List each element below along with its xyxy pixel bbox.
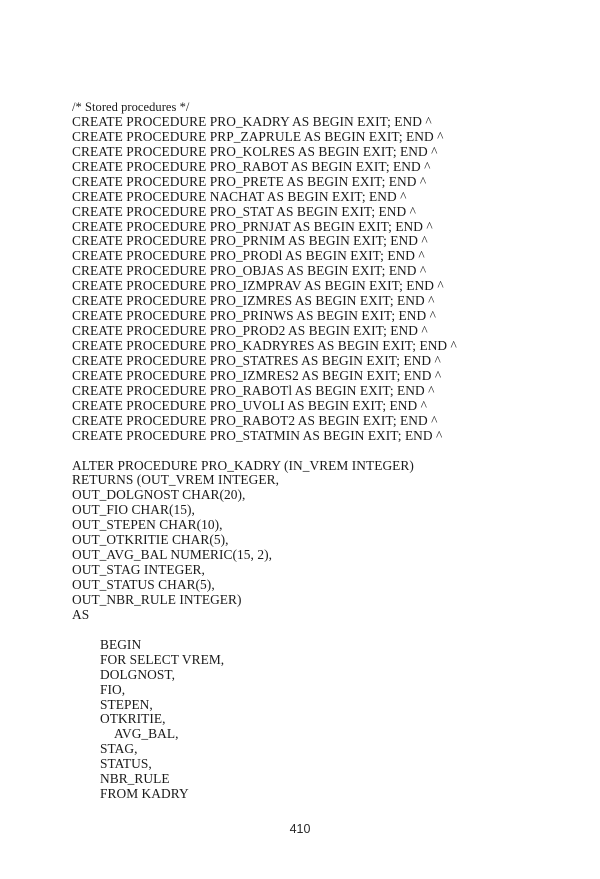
code-line: CREATE PROCEDURE PRO_STATMIN AS BEGIN EXIT; END ^ [72,427,443,443]
code-line: ALTER PROCEDURE PRO_KADRY (IN_VREM INTEGER) [72,457,414,473]
code-line: OUT_DOLGNOST CHAR(20), [72,487,246,503]
code-line: OUT_NBR_RULE INTEGER) [72,591,242,607]
code-line: OUT_STEPEN CHAR(10), [72,517,223,533]
code-line: CREATE PROCEDURE NACHAT AS BEGIN EXIT; END ^ [72,188,407,204]
code-line: CREATE PROCEDURE PRO_KADRY AS BEGIN EXIT; END ^ [72,113,432,129]
code-line: OUT_AVG_BAL NUMERIC(15, 2), [72,547,272,563]
alter-procedure-block [72,459,572,623]
code-line: CREATE PROCEDURE PRO_UVOLI AS BEGIN EXIT; END ^ [72,397,427,413]
code-listing [72,100,572,802]
code-line: NBR_RULE [100,771,170,787]
code-line: OUT_FIO CHAR(15), [72,502,195,518]
code-line: CREATE PROCEDURE PRP_ZAPRULE AS BEGIN EXIT; END ^ [72,128,444,144]
blank-line [72,444,572,459]
code-line: STEPEN, [100,696,153,712]
code-line: CREATE PROCEDURE PRO_PRODl AS BEGIN EXIT; END ^ [72,248,425,264]
code-line: CREATE PROCEDURE PRO_PROD2 AS BEGIN EXIT; END ^ [72,323,428,339]
code-line: FOR SELECT VREM, [100,651,225,667]
code-line: CREATE PROCEDURE PRO_PRINWS AS BEGIN EXIT; END ^ [72,308,436,324]
code-line: CREATE PROCEDURE PRO_STATRES AS BEGIN EXIT; END ^ [72,352,441,368]
code-line: DOLGNOST, [100,666,175,682]
code-line: RETURNS (OUT_VREM INTEGER, [72,472,279,488]
code-line: OUT_STAG INTEGER, [72,562,205,578]
code-line: FIO, [100,681,126,697]
code-line: OUT_OTKRITIE CHAR(5), [72,532,229,548]
code-line: AS [72,606,90,622]
code-line: FROM KADRY [100,786,189,802]
procedure-body-block [72,638,572,802]
code-line: CREATE PROCEDURE PRO_RABOT AS BEGIN EXIT; END ^ [72,158,431,174]
code-line: CREATE PROCEDURE PRO_STAT AS BEGIN EXIT; END ^ [72,203,416,219]
code-line: OTKRITIE, [100,711,166,727]
code-line: CREATE PROCEDURE PRO_OBJAS AS BEGIN EXIT; END ^ [72,263,427,279]
code-line: AVG_BAL, [114,726,179,742]
code-line: BEGIN [100,636,142,652]
code-line: CREATE PROCEDURE PRO_PRNIM AS BEGIN EXIT; END ^ [72,233,428,249]
code-line: OUT_STATUS CHAR(5), [72,577,215,592]
code-line: CREATE PROCEDURE PRO_KADRYRES AS BEGIN EXIT; END ^ [72,338,457,353]
create-procedure-block [72,115,572,444]
code-line: CREATE PROCEDURE PRO_PRNJAT AS BEGIN EXIT; END ^ [72,218,433,234]
code-line: CREATE PROCEDURE PRO_RABOTl AS BEGIN EXIT; END ^ [72,382,435,398]
blank-line [72,623,572,638]
code-line: STATUS, [100,756,152,772]
comment-line: /* Stored procedures */ [72,100,190,114]
code-line: STAG, [100,741,138,757]
code-line: CREATE PROCEDURE PRO_IZMPRAV AS BEGIN EXIT; END ^ [72,278,444,294]
code-line: CREATE PROCEDURE PRO_KOLRES AS BEGIN EXIT; END ^ [72,143,438,159]
code-line: CREATE PROCEDURE PRO_RABOT2 AS BEGIN EXIT; END ^ [72,412,438,428]
code-line: CREATE PROCEDURE PRO_IZMRES2 AS BEGIN EXIT; END ^ [72,367,442,383]
code-line: CREATE PROCEDURE PRO_PRETE AS BEGIN EXIT; END ^ [72,173,427,189]
page-number: 410 [289,822,311,836]
code-line: CREATE PROCEDURE PRO_IZMRES AS BEGIN EXIT; END ^ [72,293,435,309]
